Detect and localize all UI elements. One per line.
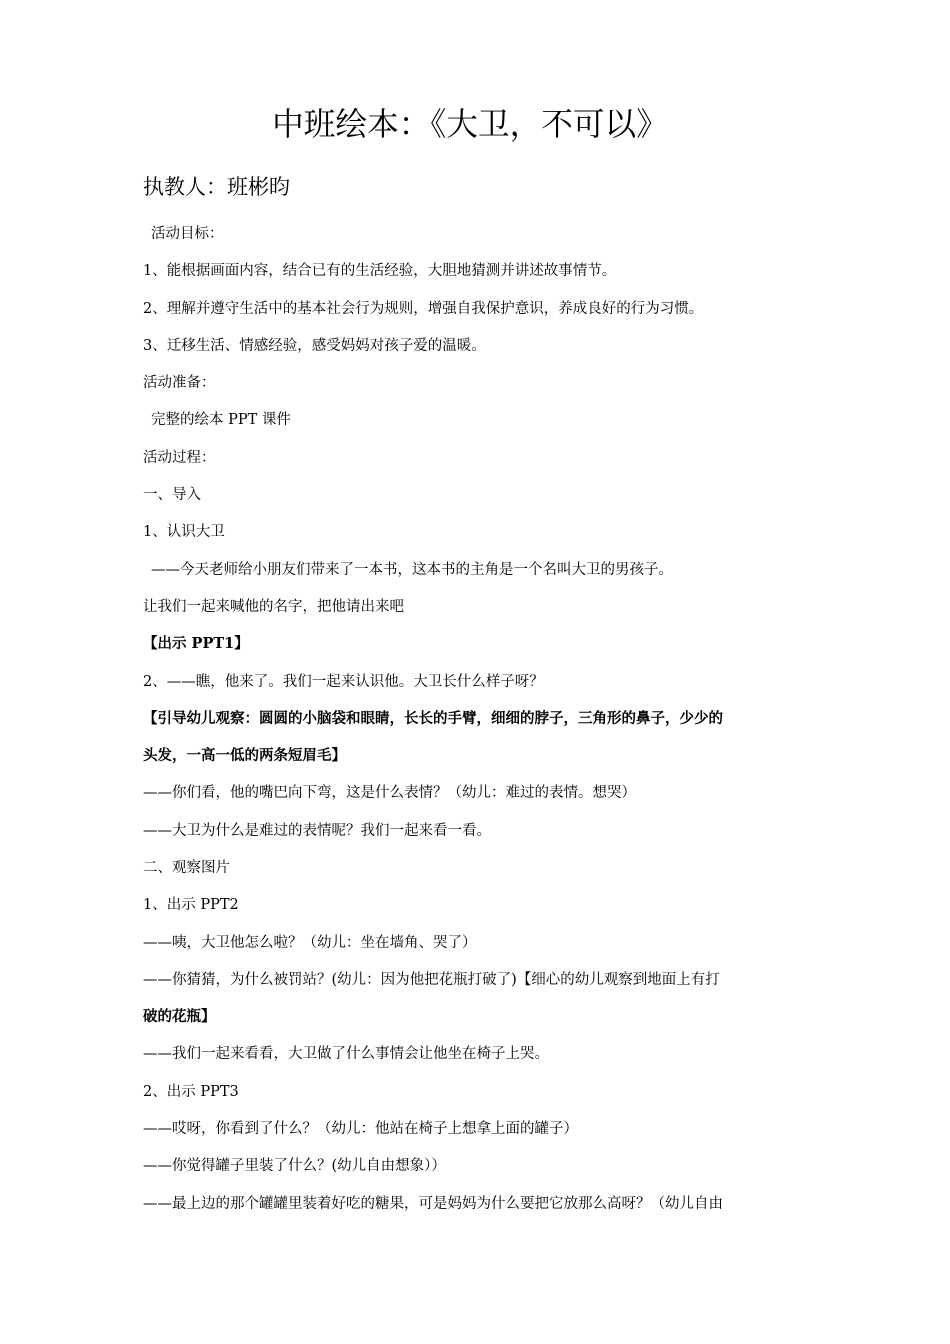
paragraph-step: 1、认识大卫 bbox=[143, 524, 225, 540]
paragraph-step: 2、出示 PPT3 bbox=[143, 1084, 239, 1100]
paragraph-process-heading: 活动过程： bbox=[143, 450, 216, 466]
paragraph-goal-1: 1、能根据画面内容，结合已有的生活经验，大胆地猜测并讲述故事情节。 bbox=[143, 263, 617, 279]
page-title: 中班绘本：《大卫，不可以》 bbox=[272, 105, 668, 143]
paragraph-dialogue: ——今天老师给小朋友们带来了一本书，这本书的主角是一个名叫大卫的男孩子。 bbox=[151, 562, 673, 578]
paragraph-dialogue: ——最上边的那个罐罐里装着好吃的糖果，可是妈妈为什么要把它放那么高呀？（幼儿自由 bbox=[143, 1196, 723, 1212]
paragraph-goals-heading: 活动目标： bbox=[151, 226, 224, 242]
paragraph-dialogue: ——你猜猜，为什么被罚站？(幼儿：因为他把花瓶打破了)【细心的幼儿观察到地面上有打 bbox=[143, 972, 720, 988]
paragraph-dialogue: ——大卫为什么是难过的表情呢？我们一起来看一看。 bbox=[143, 823, 491, 839]
paragraph-guide-note: 【引导幼儿观察：圆圆的小脑袋和眼睛，长长的手臂，细细的脖子，三角形的鼻子，少少的 bbox=[143, 710, 723, 727]
paragraph-dialogue: ——哎呀，你看到了什么？（幼儿：他站在椅子上想拿上面的罐子） bbox=[143, 1121, 578, 1137]
paragraph-goal-3: 3、迁移生活、情感经验，感受妈妈对孩子爱的温暖。 bbox=[143, 338, 486, 354]
paragraph-step: 2、——瞧，他来了。我们一起来认识他。大卫长什么样子呀？ bbox=[143, 674, 544, 690]
paragraph-guide-note-cont: 头发，一高一低的两条短眉毛】 bbox=[143, 747, 346, 764]
paragraph-step: 1、出示 PPT2 bbox=[143, 897, 239, 913]
paragraph-dialogue: ——我们一起来看看，大卫做了什么事情会让他坐在椅子上哭。 bbox=[143, 1046, 549, 1062]
paragraph-section-2: 二、观察图片 bbox=[143, 860, 230, 876]
paragraph-text: 让我们一起来喊他的名字，把他请出来吧 bbox=[143, 599, 404, 615]
paragraph-dialogue: ——咦，大卫他怎么啦？（幼儿：坐在墙角、哭了） bbox=[143, 935, 477, 951]
paragraph-section-1: 一、导入 bbox=[143, 487, 201, 503]
paragraph-dialogue-cont: 破的花瓶】 bbox=[143, 1008, 216, 1025]
paragraph-goal-2: 2、理解并遵守生活中的基本社会行为规则，增强自我保护意识，养成良好的行为习惯。 bbox=[143, 301, 704, 317]
paragraph-dialogue: ——你觉得罐子里装了什么？(幼儿自由想象）） bbox=[143, 1158, 446, 1174]
paragraph-ppt-note: 【出示 PPT1】 bbox=[143, 635, 249, 652]
teacher-line: 执教人：班彬昀 bbox=[143, 175, 290, 199]
paragraph-prep-heading: 活动准备： bbox=[143, 375, 216, 391]
paragraph-dialogue: ——你们看，他的嘴巴向下弯，这是什么表情？（幼儿：难过的表情。想哭） bbox=[143, 785, 636, 801]
paragraph-prep-item: 完整的绘本 PPT 课件 bbox=[151, 412, 291, 428]
